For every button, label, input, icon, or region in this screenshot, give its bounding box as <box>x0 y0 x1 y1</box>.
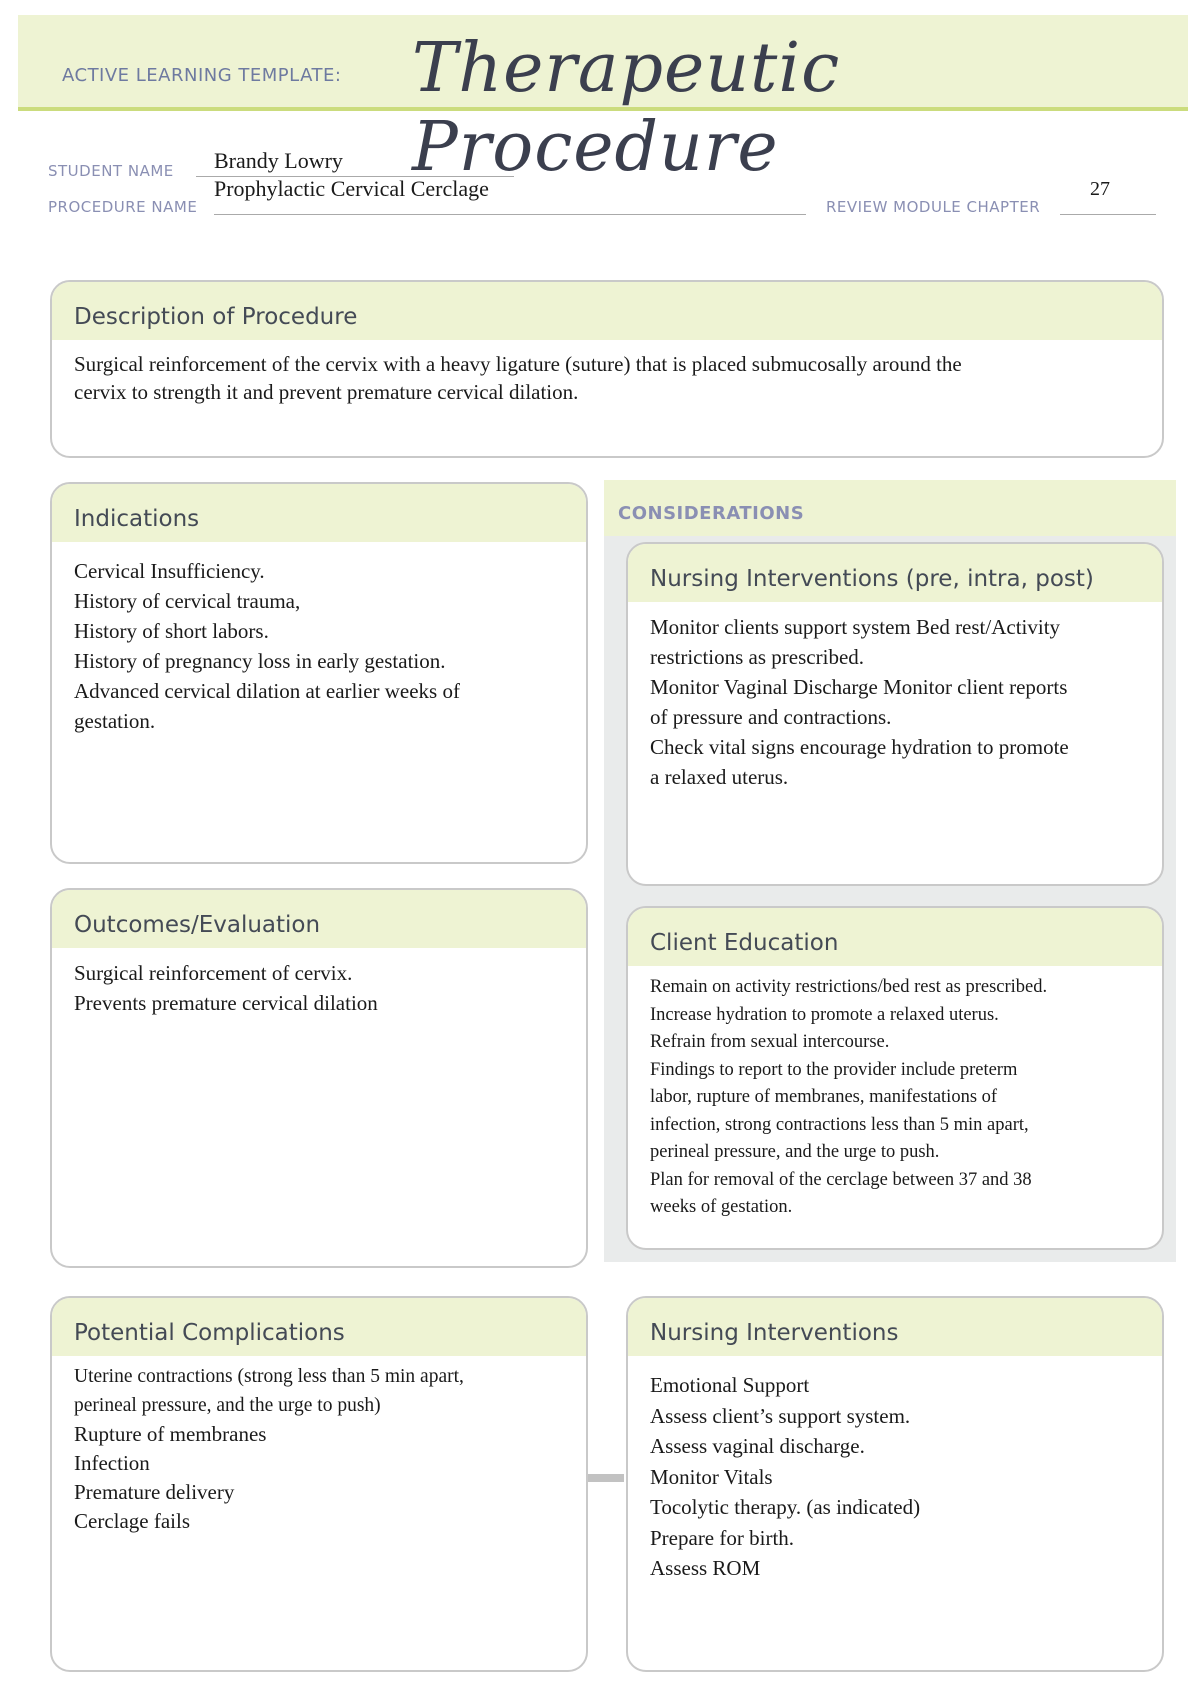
nursing-interventions-body <box>628 1356 1162 1584</box>
nursing-interventions-line: Emotional Support <box>650 1373 810 1397</box>
template-label: ACTIVE LEARNING TEMPLATE: <box>62 65 342 86</box>
description-line: Surgical reinforcement of the cervix with a heavy ligature (suture) that is placed submucosally around the <box>74 352 962 376</box>
indications-heading: Indications <box>74 506 200 532</box>
nursing-pre-intra-post-line: Monitor Vaginal Discharge Monitor client reports <box>650 675 1068 699</box>
indications-line: History of short labors. <box>74 619 269 643</box>
complications-line: Uterine contractions (strong less than 5 min apart, <box>74 1366 464 1387</box>
chapter-value: 27 <box>1090 178 1110 200</box>
chapter-line <box>1060 214 1156 215</box>
complications-line: Infection <box>74 1451 150 1475</box>
nursing-interventions-heading: Nursing Interventions <box>650 1320 899 1346</box>
complications-line: Premature delivery <box>74 1480 235 1504</box>
description-body <box>52 340 1162 406</box>
outcomes-card <box>50 888 588 1268</box>
complications-header <box>52 1298 586 1356</box>
client-education-line: Increase hydration to promote a relaxed uterus. <box>650 1004 999 1025</box>
procedure-name-value: Prophylactic Cervical Cerclage <box>214 176 489 201</box>
outcomes-body <box>52 948 586 1018</box>
indications-line: History of cervical trauma, <box>74 589 301 613</box>
complications-heading: Potential Complications <box>74 1320 345 1346</box>
description-card <box>50 280 1164 458</box>
indications-card <box>50 482 588 864</box>
client-education-body <box>628 966 1162 1222</box>
description-header <box>52 282 1162 340</box>
nursing-pre-intra-post-line: of pressure and contractions. <box>650 705 892 729</box>
nursing-pre-intra-post-line: Check vital signs encourage hydration to promote <box>650 735 1069 759</box>
indications-body <box>52 542 586 736</box>
outcomes-heading: Outcomes/Evaluation <box>74 912 321 938</box>
nursing-pre-intra-post-heading: Nursing Interventions (pre, intra, post) <box>650 566 1094 592</box>
nursing-pre-intra-post-line: Monitor clients support system Bed rest/Activity <box>650 615 1061 639</box>
nursing-interventions-line: Monitor Vitals <box>650 1464 773 1489</box>
client-education-line: labor, rupture of membranes, manifestations of <box>650 1087 998 1107</box>
nursing-pre-intra-post-line: a relaxed uterus. <box>650 765 789 789</box>
nursing-interventions-header <box>628 1298 1162 1356</box>
considerations-label: CONSIDERATIONS <box>618 503 805 524</box>
nursing-interventions-line: Tocolytic therapy. (as indicated) <box>650 1495 921 1519</box>
nursing-interventions-card <box>626 1296 1164 1672</box>
client-education-heading: Client Education <box>650 930 839 956</box>
client-education-line: Refrain from sexual intercourse. <box>650 1032 890 1052</box>
indications-line: gestation. <box>74 709 156 733</box>
complications-body <box>52 1356 586 1536</box>
chapter-label: REVIEW MODULE CHAPTER <box>826 198 1041 216</box>
nursing-pre-intra-post-card <box>626 542 1164 886</box>
client-education-header <box>628 908 1162 966</box>
page-title: Therapeutic Procedure <box>412 29 841 187</box>
complications-line: Cerclage fails <box>74 1509 191 1533</box>
description-heading: Description of Procedure <box>74 304 358 330</box>
outcomes-header <box>52 890 586 948</box>
indications-line: History of pregnancy loss in early gestation. <box>74 649 446 673</box>
nursing-pre-intra-post-header <box>628 544 1162 602</box>
complications-line: Rupture of membranes <box>74 1422 267 1446</box>
procedure-name-label: PROCEDURE NAME <box>48 198 198 216</box>
indications-line: Cervical Insufficiency. <box>74 559 265 583</box>
client-education-line: Findings to report to the provider include preterm <box>650 1059 1018 1080</box>
nursing-pre-intra-post-body <box>628 602 1162 792</box>
client-education-line: Plan for removal of the cerclage between 37 and 38 <box>650 1169 1032 1190</box>
complications-line: perineal pressure, and the urge to push) <box>74 1395 381 1416</box>
outcomes-line: Prevents premature cervical dilation <box>74 991 378 1015</box>
client-education-card <box>626 906 1164 1250</box>
nursing-pre-intra-post-line: restrictions as prescribed. <box>650 645 865 669</box>
student-name-label: STUDENT NAME <box>48 162 174 180</box>
client-education-line: weeks of gestation. <box>650 1197 793 1217</box>
nursing-interventions-line: Assess ROM <box>650 1556 761 1580</box>
indications-header <box>52 484 586 542</box>
nursing-interventions-line: Assess vaginal discharge. <box>650 1434 865 1458</box>
connector-bar <box>584 1474 624 1482</box>
nursing-interventions-line: Assess client’s support system. <box>650 1403 911 1428</box>
indications-line: Advanced cervical dilation at earlier weeks of <box>74 679 460 703</box>
procedure-name-line <box>214 214 806 215</box>
outcomes-line: Surgical reinforcement of cervix. <box>74 961 353 985</box>
complications-card <box>50 1296 588 1672</box>
client-education-line: Remain on activity restrictions/bed rest as prescribed. <box>650 977 1048 997</box>
client-education-line: infection, strong contractions less than 5 min apart, <box>650 1114 1029 1135</box>
description-line: cervix to strength it and prevent premature cervical dilation. <box>74 380 579 404</box>
nursing-interventions-line: Prepare for birth. <box>650 1525 795 1550</box>
student-name-value: Brandy Lowry <box>214 148 343 173</box>
client-education-line: perineal pressure, and the urge to push. <box>650 1142 940 1162</box>
